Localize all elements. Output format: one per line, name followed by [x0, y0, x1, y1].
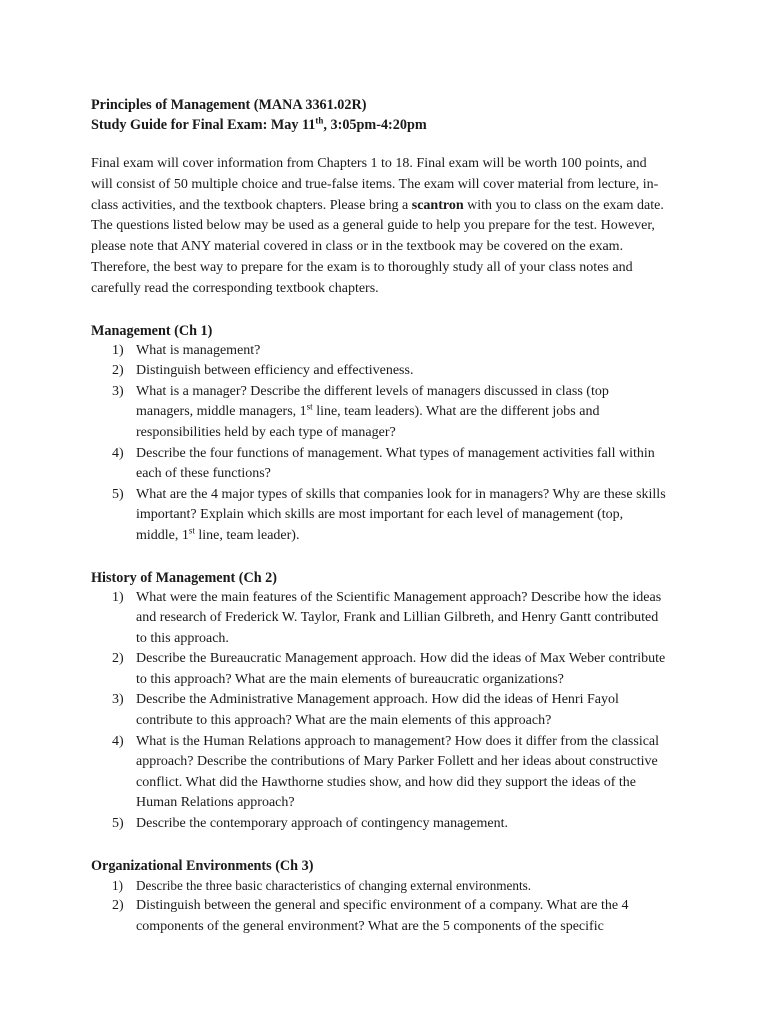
question-list-management [91, 341, 668, 547]
section-title-environments: Organizational Environments (Ch 3) [91, 857, 314, 874]
study-guide-title: Study Guide for Final Exam: May 11th, 3:05pm-4:20pm [91, 115, 427, 133]
list-item: 4) Describe the four functions of management. What types of management activities fall within each of these functions? [112, 445, 655, 482]
list-item: 5) Describe the contemporary approach of contingency management. [112, 816, 509, 832]
question-list-environments [91, 876, 668, 938]
question-list-history [91, 588, 668, 835]
section-title-management: Management (Ch 1) [91, 322, 213, 339]
intro-paragraph: Final exam will cover information from Chapters 1 to 18. Final exam will be worth 100 points, and will consist of 50 multiple choice and true-false items. The exam will cover material from lecture, in-class activities, and the textbook chapters. Please bring a scantron with you to class on the exam date. The questions listed below may be used as a general guide to help you prepare for the test. However, please note that ANY material covered in class or in the textbook may be covered on the exam. Therefore, the best way to prepare for the exam is to thoroughly study all of your class notes and carefully read the corresponding textbook chapters. [91, 156, 664, 296]
list-item: 2) Distinguish between the general and specific environment of a company. What are the 4 components of the general environment? What are the 5 components of the specific [112, 898, 629, 934]
list-item: 5) What are the 4 major types of skills that companies look for in managers? Why are these skills important? Explain which skills are most important for each level of management (top, middle, 1st line, team leader). [112, 486, 666, 543]
list-item: 2) Distinguish between efficiency and effectiveness. [112, 363, 414, 379]
list-item: 1) What were the main features of the Scientific Management approach? Describe how the ideas and research of Frederick W. Taylor, Frank and Lillian Gilbreth, and Henry Gantt contributed to this approach. [112, 589, 662, 646]
scantron-emphasis: scantron [411, 197, 464, 213]
list-item: 1) Describe the three basic characteristics of changing external environments. [112, 877, 532, 893]
list-item: 3) What is a manager? Describe the different levels of managers discussed in class (top managers, middle managers, 1st line, team leaders). What are the different jobs and responsibilities held by each type of manager? [112, 383, 609, 440]
course-title: Principles of Management (MANA 3361.02R) [91, 97, 367, 113]
list-item: 3) Describe the Administrative Management approach. How did the ideas of Henri Fayol contribute to this approach? What are the main elements of this approach? [112, 692, 619, 729]
list-item: 2) Describe the Bureaucratic Management approach. How did the ideas of Max Weber contribute to this approach? What are the main elements of bureaucratic organizations? [112, 651, 666, 687]
section-title-history: History of Management (Ch 2) [91, 569, 277, 586]
list-item: 1) What is management? [112, 342, 261, 358]
list-item: 4) What is the Human Relations approach to management? How does it differ from the classical approach? Describe the contributions of Mary Parker Follett and her ideas about constructive conflict. What did the Hawthorne studies show, and how did they support the ideas of the Human Relations approach? [112, 733, 660, 811]
